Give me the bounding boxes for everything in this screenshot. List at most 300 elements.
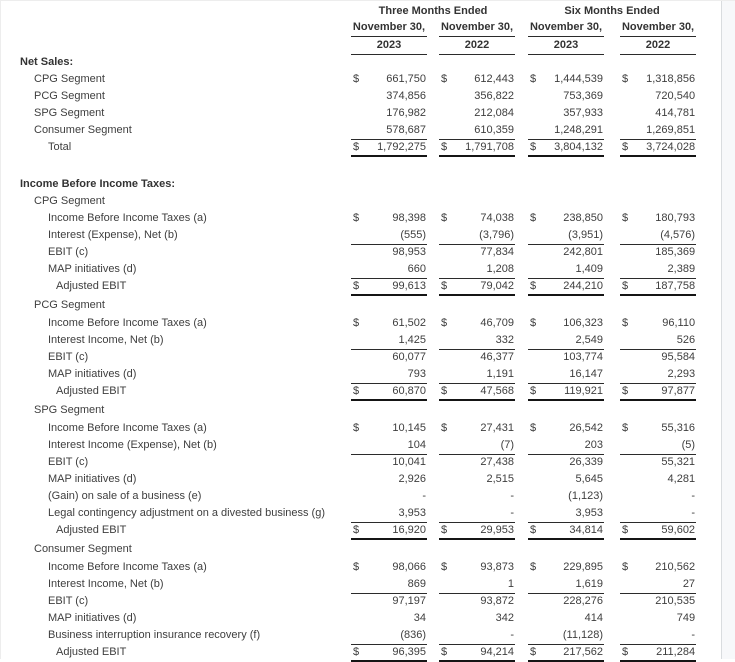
- column-year-row: [1, 36, 696, 54]
- currency-symbol: $: [622, 561, 629, 573]
- cell-value: 1,208: [455, 261, 515, 278]
- currency-symbol: [620, 122, 636, 139]
- column-gap: [427, 610, 439, 627]
- currency-symbol: [439, 366, 455, 383]
- column-gap: [427, 261, 439, 278]
- currency-symbol: $: [351, 644, 367, 661]
- row-label: Business interruption insurance recovery (f): [48, 629, 261, 641]
- column-gap: [427, 559, 439, 576]
- cell-value: [636, 400, 696, 420]
- column-month-row: [1, 19, 696, 36]
- cell-value: 96,110: [662, 317, 696, 329]
- row-consumer-map: [1, 610, 696, 627]
- table-header: [1, 3, 696, 54]
- column-header-year-2: 2022: [439, 36, 515, 54]
- column-gap: [515, 644, 528, 661]
- column-gap: [515, 54, 528, 71]
- cell-value: 16,147: [544, 366, 604, 383]
- currency-symbol: $: [353, 212, 360, 224]
- column-gap: [427, 488, 439, 505]
- spacer-row: [1, 156, 696, 176]
- currency-symbol: [528, 122, 544, 139]
- row-label: Interest Income (Expense), Net (b): [48, 439, 217, 451]
- currency-symbol: [439, 593, 455, 610]
- row-consumer-interest: [1, 576, 696, 593]
- column-gap: [427, 122, 439, 139]
- cell-value: 1,792,275: [367, 139, 427, 156]
- cell-value: (1,123): [568, 490, 604, 502]
- cell-value: 10,041: [392, 456, 426, 469]
- column-gap: [515, 176, 528, 193]
- period-group-three-months: Three Months Ended: [378, 4, 488, 17]
- currency-symbol: $: [441, 317, 448, 329]
- column-gap: [515, 349, 528, 366]
- currency-symbol: [351, 488, 367, 505]
- column-gap: [427, 71, 439, 88]
- cell-value: 661,750: [386, 73, 426, 85]
- currency-symbol: [528, 54, 544, 71]
- currency-symbol: [528, 295, 544, 315]
- cell-value: [455, 176, 515, 193]
- currency-symbol: [528, 332, 544, 349]
- column-gap: [604, 278, 620, 295]
- column-gap: [515, 139, 528, 156]
- column-gap: [515, 539, 528, 559]
- currency-symbol: [528, 627, 544, 644]
- column-gap: [604, 539, 620, 559]
- cell-value: 660: [367, 261, 427, 278]
- row-label: Consumer Segment: [34, 542, 132, 555]
- period-group-six-months: Six Months Ended: [564, 4, 660, 17]
- row-label: EBIT (c): [48, 456, 89, 468]
- currency-symbol: $: [530, 317, 537, 329]
- column-gap: [427, 522, 439, 539]
- currency-symbol: [620, 610, 636, 627]
- cell-value: 77,834: [480, 246, 515, 259]
- column-gap: [515, 400, 528, 420]
- column-gap: [515, 593, 528, 610]
- currency-symbol: $: [622, 212, 629, 224]
- row-label: (Gain) on sale of a business (e): [48, 490, 202, 502]
- currency-symbol: [620, 576, 636, 593]
- column-gap: [427, 627, 439, 644]
- row-ibit-heading: [1, 176, 696, 193]
- cell-value: 578,687: [367, 122, 427, 139]
- cell-value: 5,645: [575, 473, 604, 485]
- currency-symbol: [439, 88, 455, 105]
- row-label: SPG Segment: [34, 403, 105, 416]
- column-gap: [604, 332, 620, 349]
- column-gap: [515, 559, 528, 576]
- table-body: [1, 54, 696, 661]
- column-gap: [604, 210, 620, 227]
- cell-value: 94,214: [455, 644, 515, 661]
- row-label: Income Before Income Taxes (a): [48, 317, 207, 329]
- currency-symbol: $: [353, 317, 360, 329]
- cell-value: -: [455, 505, 515, 522]
- cell-value: 374,856: [386, 90, 426, 102]
- currency-symbol: [439, 244, 455, 261]
- cell-value: (4,576): [636, 227, 696, 244]
- cell-value: [544, 176, 604, 193]
- currency-symbol: [351, 54, 367, 71]
- column-gap: [515, 522, 528, 539]
- cell-value: 60,870: [367, 383, 427, 400]
- row-label: Consumer Segment: [34, 124, 132, 136]
- cell-value: 98,953: [392, 246, 426, 259]
- currency-symbol: [351, 244, 367, 261]
- row-pcg-interest: [1, 332, 696, 349]
- row-label: Net Sales:: [20, 56, 74, 68]
- currency-symbol: $: [441, 422, 448, 434]
- cell-value: (3,951): [544, 227, 604, 244]
- cell-value: 180,793: [655, 212, 696, 224]
- segment-financials-document: [0, 1, 722, 659]
- column-gap: [604, 420, 620, 437]
- cell-value: 210,562: [655, 561, 696, 573]
- row-cpg-ebit: [1, 244, 696, 261]
- currency-symbol: [351, 576, 367, 593]
- currency-symbol: [620, 471, 636, 488]
- currency-symbol: [351, 454, 367, 471]
- cell-value: [636, 539, 696, 559]
- cell-value: 34: [413, 612, 426, 624]
- currency-symbol: [351, 176, 367, 193]
- cell-value: 342: [495, 612, 515, 624]
- row-cpg-segment: [1, 193, 696, 210]
- row-label: Interest Income, Net (b): [48, 334, 164, 346]
- currency-symbol: [351, 227, 367, 244]
- cell-value: [367, 54, 427, 71]
- column-gap: [515, 210, 528, 227]
- row-consumer-bii: [1, 627, 696, 644]
- row-label: MAP initiatives (d): [48, 612, 137, 624]
- column-gap: [515, 278, 528, 295]
- page-gutter: [722, 1, 735, 659]
- currency-symbol: [439, 576, 455, 593]
- currency-symbol: [620, 400, 636, 420]
- cell-value: (5): [636, 437, 696, 454]
- currency-symbol: [351, 366, 367, 383]
- row-label: Income Before Income Taxes:: [20, 178, 176, 190]
- currency-symbol: [439, 400, 455, 420]
- currency-symbol: [439, 227, 455, 244]
- row-pcg-ibit: [1, 315, 696, 332]
- cell-value: [455, 539, 515, 559]
- currency-symbol: [528, 471, 544, 488]
- currency-symbol: [620, 244, 636, 261]
- currency-symbol: [528, 576, 544, 593]
- cell-value: [367, 295, 427, 315]
- row-label: MAP initiatives (d): [48, 368, 137, 380]
- column-header-year-1: 2023: [351, 36, 427, 54]
- row-label: Income Before Income Taxes (a): [48, 212, 207, 224]
- cell-value: 97,877: [636, 383, 696, 400]
- currency-symbol: [528, 539, 544, 559]
- currency-symbol: [528, 88, 544, 105]
- cell-value: 242,801: [563, 246, 604, 259]
- currency-symbol: $: [620, 522, 636, 539]
- cell-value: 60,077: [392, 351, 426, 364]
- column-gap: [604, 437, 620, 454]
- column-gap: [604, 488, 620, 505]
- cell-value: 185,369: [655, 246, 696, 259]
- cell-value: 1,619: [544, 576, 604, 593]
- cell-value: 212,084: [474, 107, 515, 119]
- cell-value: (836): [367, 627, 427, 644]
- row-pcg-map: [1, 366, 696, 383]
- currency-symbol: $: [439, 278, 455, 295]
- column-gap: [427, 400, 439, 420]
- cell-value: 3,953: [544, 505, 604, 522]
- row-label: EBIT (c): [48, 595, 89, 607]
- cell-value: -: [510, 490, 515, 502]
- currency-symbol: $: [622, 73, 629, 85]
- cell-value: 3,724,028: [636, 139, 696, 156]
- cell-value: 238,850: [563, 212, 604, 224]
- cell-value: 1,425: [367, 332, 427, 349]
- column-gap: [515, 366, 528, 383]
- row-label: Total: [48, 141, 72, 153]
- currency-symbol: [620, 54, 636, 71]
- currency-symbol: [528, 400, 544, 420]
- column-gap: [515, 576, 528, 593]
- currency-symbol: [439, 349, 455, 366]
- row-consumer-ebit: [1, 593, 696, 610]
- currency-symbol: [351, 610, 367, 627]
- cell-value: 10,145: [392, 422, 426, 434]
- row-net-sales-consumer: [1, 122, 696, 139]
- column-header-month-1: November 30,: [351, 19, 427, 36]
- cell-value: [367, 539, 427, 559]
- cell-value: 55,316: [661, 422, 696, 434]
- column-gap: [515, 193, 528, 210]
- currency-symbol: $: [353, 73, 360, 85]
- currency-symbol: $: [351, 383, 367, 400]
- cell-value: 59,602: [636, 522, 696, 539]
- cell-value: -: [691, 490, 696, 502]
- cell-value: 749: [676, 612, 696, 624]
- row-label: PCG Segment: [34, 90, 105, 102]
- cell-value: (7): [455, 437, 515, 454]
- cell-value: [636, 176, 696, 193]
- cell-value: 414,781: [655, 107, 696, 119]
- cell-value: 119,921: [544, 383, 604, 400]
- column-gap: [604, 627, 620, 644]
- currency-symbol: $: [622, 317, 629, 329]
- row-label: MAP initiatives (d): [48, 473, 137, 485]
- column-gap: [427, 366, 439, 383]
- column-gap: [604, 522, 620, 539]
- cell-value: [544, 295, 604, 315]
- cell-value: 793: [367, 366, 427, 383]
- cell-value: 106,323: [563, 317, 604, 329]
- currency-symbol: $: [439, 644, 455, 661]
- currency-symbol: [439, 471, 455, 488]
- currency-symbol: [439, 261, 455, 278]
- cell-value: 29,953: [455, 522, 515, 539]
- currency-symbol: [351, 295, 367, 315]
- row-spg-adjusted-ebit: [1, 522, 696, 539]
- column-gap: [604, 244, 620, 261]
- column-gap: [604, 505, 620, 522]
- cell-value: 2,515: [486, 473, 515, 485]
- cell-value: [455, 54, 515, 71]
- cell-value: 46,709: [480, 317, 515, 329]
- currency-symbol: [620, 332, 636, 349]
- column-gap: [604, 261, 620, 278]
- column-gap: [427, 454, 439, 471]
- currency-symbol: [351, 332, 367, 349]
- cell-value: 1: [455, 576, 515, 593]
- column-gap: [427, 349, 439, 366]
- currency-symbol: [620, 505, 636, 522]
- cell-value: 610,359: [455, 122, 515, 139]
- column-gap: [427, 437, 439, 454]
- cell-value: 2,389: [636, 261, 696, 278]
- cell-value: 1,791,708: [455, 139, 515, 156]
- currency-symbol: $: [622, 422, 629, 434]
- column-gap: [427, 644, 439, 661]
- cell-value: 526: [636, 332, 696, 349]
- currency-symbol: [439, 332, 455, 349]
- column-gap: [515, 488, 528, 505]
- column-gap: [515, 315, 528, 332]
- currency-symbol: [620, 627, 636, 644]
- column-gap: [604, 88, 620, 105]
- column-gap: [515, 471, 528, 488]
- column-gap: [515, 505, 528, 522]
- cell-value: 356,822: [474, 90, 515, 102]
- column-gap: [515, 383, 528, 400]
- cell-value: 1,248,291: [544, 122, 604, 139]
- currency-symbol: $: [441, 561, 448, 573]
- row-label: EBIT (c): [48, 351, 89, 363]
- cell-value: -: [422, 490, 426, 502]
- currency-symbol: [620, 488, 636, 505]
- currency-symbol: [351, 88, 367, 105]
- currency-symbol: [351, 593, 367, 610]
- column-gap: [427, 295, 439, 315]
- row-label: Income Before Income Taxes (a): [48, 422, 207, 434]
- cell-value: [544, 400, 604, 420]
- column-gap: [604, 122, 620, 139]
- column-gap: [515, 122, 528, 139]
- cell-value: 176,982: [386, 107, 426, 119]
- cell-value: 217,562: [544, 644, 604, 661]
- cell-value: 55,321: [661, 456, 696, 469]
- currency-symbol: [528, 593, 544, 610]
- cell-value: 74,038: [480, 212, 515, 224]
- cell-value: 187,758: [636, 278, 696, 295]
- currency-symbol: [439, 610, 455, 627]
- row-consumer-segment: [1, 539, 696, 559]
- row-label: Interest (Expense), Net (b): [48, 229, 178, 241]
- currency-symbol: [620, 295, 636, 315]
- currency-symbol: [620, 227, 636, 244]
- currency-symbol: [351, 400, 367, 420]
- currency-symbol: [439, 105, 455, 122]
- column-gap: [604, 227, 620, 244]
- cell-value: 210,535: [655, 595, 696, 608]
- row-label: Adjusted EBIT: [56, 646, 127, 658]
- cell-value: [636, 54, 696, 71]
- column-gap: [604, 559, 620, 576]
- currency-symbol: [439, 193, 455, 210]
- column-gap: [604, 383, 620, 400]
- column-header-month-4: November 30,: [620, 19, 696, 36]
- currency-symbol: $: [439, 139, 455, 156]
- column-gap: [515, 420, 528, 437]
- cell-value: 47,568: [455, 383, 515, 400]
- column-gap: [515, 627, 528, 644]
- column-gap: [427, 54, 439, 71]
- row-label: Adjusted EBIT: [56, 385, 127, 397]
- cell-value: 414: [584, 612, 604, 624]
- column-gap: [515, 105, 528, 122]
- currency-symbol: [439, 488, 455, 505]
- currency-symbol: [351, 627, 367, 644]
- row-spg-legal-contingency: [1, 505, 696, 522]
- cell-value: 1,191: [455, 366, 515, 383]
- currency-symbol: [528, 193, 544, 210]
- currency-symbol: [351, 193, 367, 210]
- row-cpg-ibit: [1, 210, 696, 227]
- row-label: MAP initiatives (d): [48, 263, 137, 275]
- row-label: CPG Segment: [34, 195, 105, 207]
- cell-value: [544, 539, 604, 559]
- row-cpg-interest: [1, 227, 696, 244]
- column-gap: [427, 576, 439, 593]
- cell-value: [455, 295, 515, 315]
- column-gap: [427, 332, 439, 349]
- row-label: PCG Segment: [34, 298, 105, 311]
- currency-symbol: $: [353, 422, 360, 434]
- column-gap: [604, 471, 620, 488]
- column-gap: [604, 644, 620, 661]
- currency-symbol: [528, 227, 544, 244]
- row-net-sales-cpg: [1, 71, 696, 88]
- row-cpg-map: [1, 261, 696, 278]
- row-spg-ebit: [1, 454, 696, 471]
- currency-symbol: $: [620, 139, 636, 156]
- currency-symbol: $: [351, 139, 367, 156]
- segment-results-table: [1, 3, 696, 662]
- column-gap: [604, 315, 620, 332]
- row-label: Adjusted EBIT: [56, 280, 127, 292]
- column-gap: [515, 437, 528, 454]
- column-gap: [515, 261, 528, 278]
- row-consumer-ibit: [1, 559, 696, 576]
- cell-value: 612,443: [474, 73, 515, 85]
- currency-symbol: [528, 105, 544, 122]
- column-gap: [604, 54, 620, 71]
- cell-value: 95,584: [661, 351, 696, 364]
- currency-symbol: [439, 627, 455, 644]
- row-pcg-adjusted-ebit: [1, 383, 696, 400]
- column-gap: [427, 139, 439, 156]
- cell-value: 203: [544, 437, 604, 454]
- row-label: Adjusted EBIT: [56, 524, 127, 536]
- cell-value: 96,395: [367, 644, 427, 661]
- cell-value: [544, 193, 604, 210]
- currency-symbol: [351, 539, 367, 559]
- column-gap: [604, 576, 620, 593]
- cell-value: (3,796): [455, 227, 515, 244]
- column-gap: [427, 244, 439, 261]
- cell-value: 27,438: [480, 456, 515, 469]
- currency-symbol: [439, 295, 455, 315]
